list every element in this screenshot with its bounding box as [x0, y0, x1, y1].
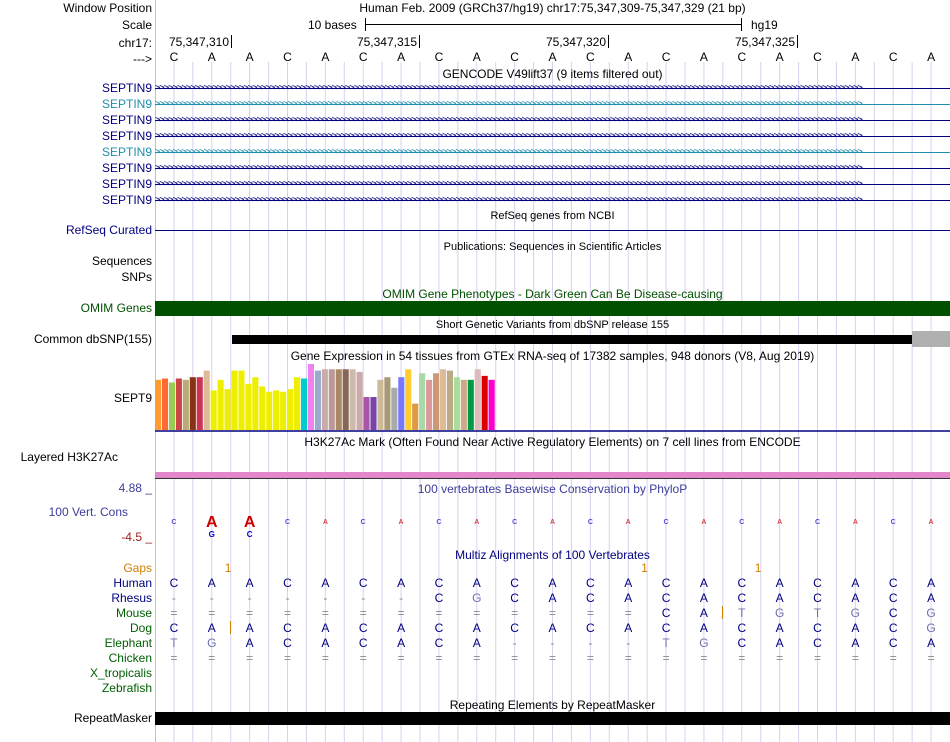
alignment-base: A	[699, 606, 708, 620]
alignment-base: G	[207, 636, 217, 650]
alignment-base: =	[246, 606, 254, 620]
base-letter: C	[586, 50, 595, 64]
alignment-base: =	[397, 606, 405, 620]
base-letter: A	[472, 50, 481, 64]
gencode-item-label[interactable]: SEPTIN9	[101, 129, 152, 143]
alignment-base: -	[247, 591, 252, 605]
base-letter: C	[813, 50, 822, 64]
alignment-base: C	[586, 576, 595, 590]
alignment-base: T	[170, 636, 178, 650]
alignment-base: C	[510, 621, 519, 635]
alignment-base: =	[283, 606, 291, 620]
base-letter: C	[358, 50, 368, 64]
cons-glyph-minor: C	[246, 530, 253, 539]
cons-glyph: C	[814, 519, 821, 526]
gtex-tissue-bar[interactable]	[287, 389, 293, 430]
gtex-tissue-bar[interactable]	[197, 377, 203, 430]
alignment-base: G	[472, 591, 482, 605]
coordinate-tick	[231, 35, 232, 48]
repeatmasker-track-label[interactable]: RepeatMasker	[73, 711, 152, 725]
alignment-base: C	[434, 636, 444, 650]
base-letter: A	[775, 50, 784, 64]
refseq-gene-line[interactable]	[155, 230, 950, 231]
gtex-tissue-bar[interactable]	[370, 397, 376, 430]
dbsnp-track-label[interactable]: Common dbSNP(155)	[33, 332, 152, 346]
alignment-base: =	[548, 651, 556, 665]
alignment-base: =	[435, 606, 443, 620]
alignment-base: C	[813, 621, 822, 635]
gtex-tissue-bar[interactable]	[440, 369, 446, 430]
gtex-tissue-bar[interactable]	[218, 380, 224, 430]
gtex-tissue-bar[interactable]	[475, 369, 481, 430]
alignment-base: =	[511, 651, 519, 665]
alignment-base: A	[207, 576, 216, 590]
alignment-base: =	[321, 651, 329, 665]
alignment-base: -	[209, 591, 214, 605]
gtex-tissue-bar[interactable]	[231, 371, 237, 430]
alignment-base: =	[738, 651, 746, 665]
alignment-base: C	[737, 636, 747, 650]
gtex-tissue-bar[interactable]	[412, 404, 418, 430]
gtex-tissue-bar[interactable]	[433, 373, 439, 430]
base-letter: C	[888, 50, 898, 64]
alignment-base: C	[737, 591, 747, 605]
alignment-base: =	[170, 651, 178, 665]
base-letter: C	[661, 50, 671, 64]
alignment-base: =	[397, 651, 405, 665]
h3k27ac-baseline	[155, 478, 950, 479]
gtex-tissue-bar[interactable]	[489, 380, 495, 430]
alignment-base: A	[548, 591, 557, 605]
gtex-tissue-bar[interactable]	[273, 390, 279, 430]
alignment-base: =	[813, 651, 821, 665]
alignment-base: C	[888, 576, 898, 590]
species-label: Human	[113, 576, 152, 590]
alignment-base: A	[397, 621, 406, 635]
chrom-label: chr17:	[118, 36, 152, 50]
repeatmasker-bar[interactable]	[155, 712, 950, 725]
coordinate-label: 75,347,325	[734, 35, 795, 49]
alignment-base: -	[285, 591, 290, 605]
scale-bar-right-tick	[741, 18, 742, 31]
base-letter: A	[245, 50, 254, 64]
alignment-base: -	[361, 591, 366, 605]
gencode-item-label[interactable]: SEPTIN9	[101, 97, 152, 111]
alignment-base: A	[851, 576, 860, 590]
alignment-base: A	[775, 591, 784, 605]
strand-label: --->	[133, 52, 152, 66]
gtex-tissue-bar[interactable]	[238, 371, 244, 430]
omim-track-label[interactable]: OMIM Genes	[80, 301, 152, 315]
scale-label: Scale	[121, 18, 152, 32]
gtex-tissue-bar[interactable]	[176, 379, 182, 430]
alignment-base: A	[245, 621, 254, 635]
alignment-base: =	[927, 651, 935, 665]
base-letter: A	[207, 50, 216, 64]
alignment-base: T	[813, 606, 822, 620]
alignment-base: G	[926, 606, 936, 620]
alignment-base: C	[813, 576, 822, 590]
alignment-base: =	[473, 606, 481, 620]
alignment-base: A	[321, 636, 330, 650]
alignment-base: A	[851, 636, 860, 650]
alignment-base: A	[624, 591, 633, 605]
alignment-base: C	[283, 621, 292, 635]
cons-glyph: C	[171, 519, 177, 526]
scale-bar	[365, 24, 741, 25]
gtex-tissue-bar[interactable]	[280, 392, 286, 430]
gtex-tissue-bar[interactable]	[225, 389, 231, 430]
alignment-base: -	[512, 636, 517, 650]
alignment-base: =	[586, 606, 594, 620]
alignment-base: A	[245, 576, 254, 590]
base-letter: C	[510, 50, 519, 64]
alignment-base: C	[358, 621, 368, 635]
track-image-area[interactable]	[155, 0, 950, 742]
cons-glyph: A	[701, 519, 707, 526]
gtex-tissue-bar[interactable]	[245, 384, 251, 430]
gtex-tissue-bar[interactable]	[190, 377, 196, 430]
gtex-tissue-bar[interactable]	[169, 382, 175, 430]
window-position-label: Window Position	[63, 1, 152, 15]
alignment-base: =	[851, 651, 859, 665]
gtex-tissue-bar[interactable]	[447, 371, 453, 430]
alignment-base: A	[851, 621, 860, 635]
cons-glyph: C	[512, 519, 518, 526]
alignment-base: C	[510, 591, 519, 605]
base-letter: A	[624, 50, 633, 64]
alignment-base: A	[472, 576, 481, 590]
alignment-base: =	[208, 606, 216, 620]
alignment-base: -	[626, 636, 631, 650]
base-letter: C	[169, 50, 179, 64]
species-label: Chicken	[108, 651, 152, 665]
alignment-base: C	[888, 636, 898, 650]
base-letter: A	[699, 50, 708, 64]
gtex-tissue-bar[interactable]	[482, 376, 488, 430]
coordinate-tick	[608, 35, 609, 48]
cons-max-label: 4.88 _	[118, 481, 152, 495]
gencode-strand-arrows: >>>>>>>>>>>>>>>>>>>>>>>>>>>>>>>>>>>>>>>>>>>>>>>>>>>>>>>>>>>>>>>>>>>>>>>>>>>>>>>>>>>>>>>>>>>>>>>>>>>>>>>>>>>>>>>>>>>>>>>>>>>>>>>>>>>>>>>>>>>>>>>>>>>>>>>>>>>>>>>>	[155, 131, 862, 141]
alignment-base: G	[926, 621, 936, 635]
gencode-item-label[interactable]: SEPTIN9	[101, 177, 152, 191]
alignment-base: =	[246, 651, 254, 665]
gencode-strand-arrows: >>>>>>>>>>>>>>>>>>>>>>>>>>>>>>>>>>>>>>>>>>>>>>>>>>>>>>>>>>>>>>>>>>>>>>>>>>>>>>>>>>>>>>>>>>>>>>>>>>>>>>>>>>>>>>>>>>>>>>>>>>>>>>>>>>>>>>>>>>>>>>>>>>>>>>>>>>>>>>>>	[155, 115, 862, 125]
cons-track-label[interactable]: 100 Vert. Cons	[48, 505, 128, 519]
alignment-base: =	[435, 651, 443, 665]
base-letter: C	[737, 50, 747, 64]
gtex-tissue-bar[interactable]	[211, 390, 217, 430]
cons-glyph: A	[852, 519, 858, 526]
gtex-tissue-bar[interactable]	[329, 369, 335, 430]
alignment-base: =	[586, 651, 594, 665]
h3k27ac-track-title: H3K27Ac Mark (Often Found Near Active Regulatory Elements) on 7 cell lines from ENCODE	[304, 435, 801, 449]
dbsnp-variant-bar[interactable]	[232, 335, 950, 344]
species-label: Dog	[129, 621, 152, 635]
cons-track-title: 100 vertebrates Basewise Conservation by PhyloP	[417, 482, 688, 496]
alignment-base: G	[774, 606, 785, 620]
gtex-tissue-bar[interactable]	[155, 380, 161, 430]
window-position-value: Human Feb. 2009 (GRCh37/hg19) chr17:75,347,309-75,347,329 (21 bp)	[359, 1, 746, 15]
cons-glyph: A	[625, 519, 631, 526]
gtex-tissue-bar[interactable]	[315, 371, 321, 430]
cons-glyph-minor: G	[208, 530, 215, 539]
alignment-base: A	[245, 636, 254, 650]
gencode-item-label[interactable]: SEPTIN9	[101, 193, 152, 207]
scale-bar-left-tick	[365, 18, 366, 31]
cons-glyph: A	[928, 519, 934, 526]
species-label: Elephant	[104, 636, 152, 650]
cons-glyph: A	[777, 519, 783, 526]
alignment-base: A	[321, 576, 330, 590]
alignment-base: C	[358, 636, 368, 650]
cons-glyph: C	[663, 519, 669, 526]
alignment-base: C	[586, 621, 595, 635]
alignment-base: C	[888, 606, 898, 620]
alignment-base: A	[472, 636, 481, 650]
alignment-base: A	[397, 576, 406, 590]
alignment-base: C	[661, 576, 671, 590]
alignment-base: C	[586, 591, 595, 605]
alignment-base: A	[548, 621, 557, 635]
gtex-tissue-bar[interactable]	[308, 364, 314, 430]
dbsnp-track-title: Short Genetic Variants from dbSNP release 155	[435, 319, 670, 331]
alignment-base: A	[927, 591, 936, 605]
cons-glyph: A	[322, 519, 328, 526]
alignment-base: C	[661, 621, 671, 635]
gtex-track-title: Gene Expression in 54 tissues from GTEx RNA-seq of 17382 samples, 948 donors (V8, Aug 2019)	[290, 349, 815, 363]
alignment-base: C	[737, 576, 747, 590]
base-letter: A	[927, 50, 936, 64]
alignment-base: =	[776, 651, 784, 665]
gtex-tissue-bar[interactable]	[426, 380, 432, 430]
alignment-base: -	[588, 636, 593, 650]
gtex-tissue-bar[interactable]	[391, 388, 397, 430]
cons-glyph: C	[739, 519, 745, 526]
alignment-base: C	[434, 621, 444, 635]
coordinate-label: 75,347,320	[545, 35, 606, 49]
alignment-base: A	[207, 621, 216, 635]
alignment-base: A	[775, 576, 784, 590]
coordinate-label: 75,347,315	[356, 35, 417, 49]
alignment-base: A	[548, 576, 557, 590]
scale-db: hg19	[751, 18, 778, 32]
base-letter: C	[283, 50, 292, 64]
alignment-base: =	[359, 651, 367, 665]
alignment-base: =	[473, 651, 481, 665]
alignment-base: =	[662, 651, 670, 665]
publications-track-title: Publications: Sequences in Scientific Articles	[443, 241, 662, 253]
gtex-tissue-bar[interactable]	[322, 369, 328, 430]
base-letter: C	[434, 50, 444, 64]
gencode-item-label[interactable]: SEPTIN9	[101, 113, 152, 127]
cons-glyph: A	[474, 519, 480, 526]
alignment-base: -	[171, 591, 176, 605]
gtex-tissue-bar[interactable]	[364, 397, 370, 430]
base-letter: A	[548, 50, 557, 64]
gencode-item-label[interactable]: SEPTIN9	[101, 161, 152, 175]
dbsnp-variant-grey[interactable]	[912, 331, 950, 347]
gap-mark: 1	[754, 561, 762, 575]
gtex-tissue-bar[interactable]	[468, 380, 474, 430]
gtex-tissue-bar[interactable]	[384, 377, 390, 430]
alignment-base: =	[321, 606, 329, 620]
alignment-base: A	[321, 621, 330, 635]
gtex-tissue-bar[interactable]	[398, 377, 404, 430]
gaps-label: Gaps	[123, 561, 152, 575]
gtex-tissue-bar[interactable]	[162, 379, 168, 430]
alignment-base: =	[624, 606, 632, 620]
gtex-tissue-bar[interactable]	[183, 380, 189, 430]
gtex-tissue-bar[interactable]	[259, 386, 265, 430]
gencode-item-label[interactable]: SEPTIN9	[101, 145, 152, 159]
species-label: Mouse	[115, 606, 152, 620]
alignment-base: C	[169, 621, 179, 635]
alignment-base: C	[283, 636, 292, 650]
alignment-base: C	[888, 621, 898, 635]
alignment-base: -	[323, 591, 328, 605]
gtex-tissue-bar[interactable]	[357, 372, 363, 430]
gtex-tissue-bar[interactable]	[336, 369, 342, 430]
cons-glyph: A	[206, 514, 218, 531]
alignment-base: C	[888, 591, 898, 605]
alignment-base: C	[283, 576, 292, 590]
alignment-base: A	[699, 576, 708, 590]
alignment-base: A	[624, 621, 633, 635]
gtex-bar-chart[interactable]	[155, 362, 950, 432]
alignment-base: C	[813, 636, 822, 650]
base-letter: A	[321, 50, 330, 64]
gap-mark: 1	[641, 561, 648, 575]
gencode-strand-arrows: >>>>>>>>>>>>>>>>>>>>>>>>>>>>>>>>>>>>>>>>>>>>>>>>>>>>>>>>>>>>>>>>>>>>>>>>>>>>>>>>>>>>>>>>>>>>>>>>>>>>>>>>>>>>>>>>>>>>>>>>>>>>>>>>>>>>>>>>>>>>>>>>>>>>>>>>>>>>>>>>	[155, 147, 862, 157]
gencode-strand-arrows: >>>>>>>>>>>>>>>>>>>>>>>>>>>>>>>>>>>>>>>>>>>>>>>>>>>>>>>>>>>>>>>>>>>>>>>>>>>>>>>>>>>>>>>>>>>>>>>>>>>>>>>>>>>>>>>>>>>>>>>>>>>>>>>>>>>>>>>>>>>>>>>>>>>>>>>>>>>>>>>>	[155, 83, 862, 93]
gap-mark: 1	[224, 561, 232, 575]
alignment-base: C	[661, 591, 671, 605]
gtex-tissue-bar[interactable]	[350, 369, 356, 430]
scale-text: 10 bases	[308, 18, 357, 32]
alignment-base: =	[889, 651, 897, 665]
sequences-track-label[interactable]: Sequences	[91, 254, 152, 268]
species-label: Rhesus	[111, 591, 152, 605]
species-label: Zebrafish	[101, 681, 152, 695]
alignment-base: =	[511, 606, 519, 620]
alignment-base: =	[170, 606, 178, 620]
alignment-base: C	[661, 606, 671, 620]
refseq-track-label[interactable]: RefSeq Curated	[65, 223, 152, 237]
gencode-strand-arrows: >>>>>>>>>>>>>>>>>>>>>>>>>>>>>>>>>>>>>>>>>>>>>>>>>>>>>>>>>>>>>>>>>>>>>>>>>>>>>>>>>>>>>>>>>>>>>>>>>>>>>>>>>>>>>>>>>>>>>>>>>>>>>>>>>>>>>>>>>>>>>>>>>>>>>>>>>>>>>>>>	[155, 179, 862, 189]
alignment-base: C	[737, 621, 747, 635]
gtex-tissue-bar[interactable]	[419, 373, 425, 430]
refseq-track-title: RefSeq genes from NCBI	[490, 210, 615, 222]
alignment-base: C	[169, 576, 179, 590]
alignment-base: =	[283, 651, 291, 665]
gtex-tissue-bar[interactable]	[461, 380, 467, 430]
alignment-base: A	[624, 576, 633, 590]
cons-glyph: C	[284, 519, 291, 526]
gencode-track-title: GENCODE V49lift37 (9 items filtered out)	[442, 67, 663, 81]
gtex-tissue-bar[interactable]	[252, 377, 258, 430]
gtex-tissue-bar[interactable]	[294, 377, 300, 430]
gtex-tissue-bar[interactable]	[377, 380, 383, 430]
coordinate-label: 75,347,310	[168, 35, 229, 49]
track-label-pane	[0, 0, 155, 742]
alignment-base: A	[699, 621, 708, 635]
gencode-strand-arrows: >>>>>>>>>>>>>>>>>>>>>>>>>>>>>>>>>>>>>>>>>>>>>>>>>>>>>>>>>>>>>>>>>>>>>>>>>>>>>>>>>>>>>>>>>>>>>>>>>>>>>>>>>>>>>>>>>>>>>>>>>>>>>>>>>>>>>>>>>>>>>>>>>>>>>>>>>>>>>>>>	[155, 99, 862, 109]
species-label: X_tropicalis	[89, 666, 152, 680]
alignment-base: T	[738, 606, 746, 620]
alignment-base: A	[699, 591, 708, 605]
gtex-track-label[interactable]: SEPT9	[113, 391, 152, 405]
gtex-tissue-bar[interactable]	[204, 371, 210, 430]
multiz-track-title: Multiz Alignments of 100 Vertebrates	[455, 548, 650, 562]
alignment-base: =	[548, 606, 556, 620]
cons-glyph: C	[890, 519, 896, 526]
cons-glyph: C	[587, 519, 593, 526]
alignment-base: C	[434, 576, 444, 590]
cons-glyph: A	[398, 519, 404, 526]
gtex-tissue-bar[interactable]	[343, 369, 349, 430]
alignment-base: A	[775, 636, 784, 650]
alignment-base: C	[358, 576, 368, 590]
alignment-base: A	[397, 636, 406, 650]
base-letter: A	[397, 50, 406, 64]
insertion-marker	[230, 621, 231, 634]
alignment-base: =	[208, 651, 216, 665]
alignment-base: A	[472, 621, 481, 635]
coordinate-tick	[419, 35, 420, 48]
cons-glyph: A	[243, 514, 256, 531]
cons-logo-track[interactable]	[155, 505, 950, 545]
alignment-base: C	[813, 591, 822, 605]
alignment-base: G	[699, 636, 709, 650]
alignment-base: =	[624, 651, 632, 665]
gtex-tissue-bar[interactable]	[405, 369, 411, 430]
alignment-base: A	[775, 621, 784, 635]
cons-min-label: -4.5 _	[121, 530, 152, 544]
gencode-strand-arrows: >>>>>>>>>>>>>>>>>>>>>>>>>>>>>>>>>>>>>>>>>>>>>>>>>>>>>>>>>>>>>>>>>>>>>>>>>>>>>>>>>>>>>>>>>>>>>>>>>>>>>>>>>>>>>>>>>>>>>>>>>>>>>>>>>>>>>>>>>>>>>>>>>>>>>>>>>>>>>>>>	[155, 163, 862, 173]
omim-gene-bar[interactable]	[155, 301, 950, 316]
coordinate-tick	[797, 35, 798, 48]
cons-glyph: A	[549, 519, 556, 526]
alignment-base: A	[851, 591, 860, 605]
repeatmasker-track-title: Repeating Elements by RepeatMasker	[449, 698, 656, 712]
cons-glyph: C	[360, 519, 366, 526]
insertion-marker	[722, 606, 723, 619]
alignment-base: -	[399, 591, 404, 605]
omim-track-title: OMIM Gene Phenotypes - Dark Green Can Be Disease-causing	[382, 287, 723, 301]
gtex-tissue-bar[interactable]	[266, 392, 272, 430]
alignment-base: A	[927, 636, 936, 650]
h3k27ac-track-label[interactable]: Layered H3K27Ac	[20, 450, 118, 464]
alignment-base: G	[850, 606, 861, 620]
alignment-base: =	[700, 651, 708, 665]
alignment-base: -	[550, 636, 555, 650]
cons-glyph: C	[436, 519, 442, 526]
gtex-tissue-bar[interactable]	[454, 377, 460, 430]
alignment-base: C	[434, 591, 444, 605]
alignment-base: A	[927, 576, 936, 590]
snps-track-label[interactable]: SNPs	[121, 270, 152, 284]
base-letter: A	[851, 50, 860, 64]
gencode-item-label[interactable]: SEPTIN9	[101, 81, 152, 95]
gencode-strand-arrows: >>>>>>>>>>>>>>>>>>>>>>>>>>>>>>>>>>>>>>>>>>>>>>>>>>>>>>>>>>>>>>>>>>>>>>>>>>>>>>>>>>>>>>>>>>>>>>>>>>>>>>>>>>>>>>>>>>>>>>>>>>>>>>>>>>>>>>>>>>>>>>>>>>>>>>>>>>>>>>>>	[155, 195, 862, 205]
gtex-tissue-bar[interactable]	[301, 379, 307, 430]
alignment-base: T	[662, 636, 670, 650]
alignment-base: C	[510, 576, 519, 590]
alignment-base: =	[359, 606, 367, 620]
